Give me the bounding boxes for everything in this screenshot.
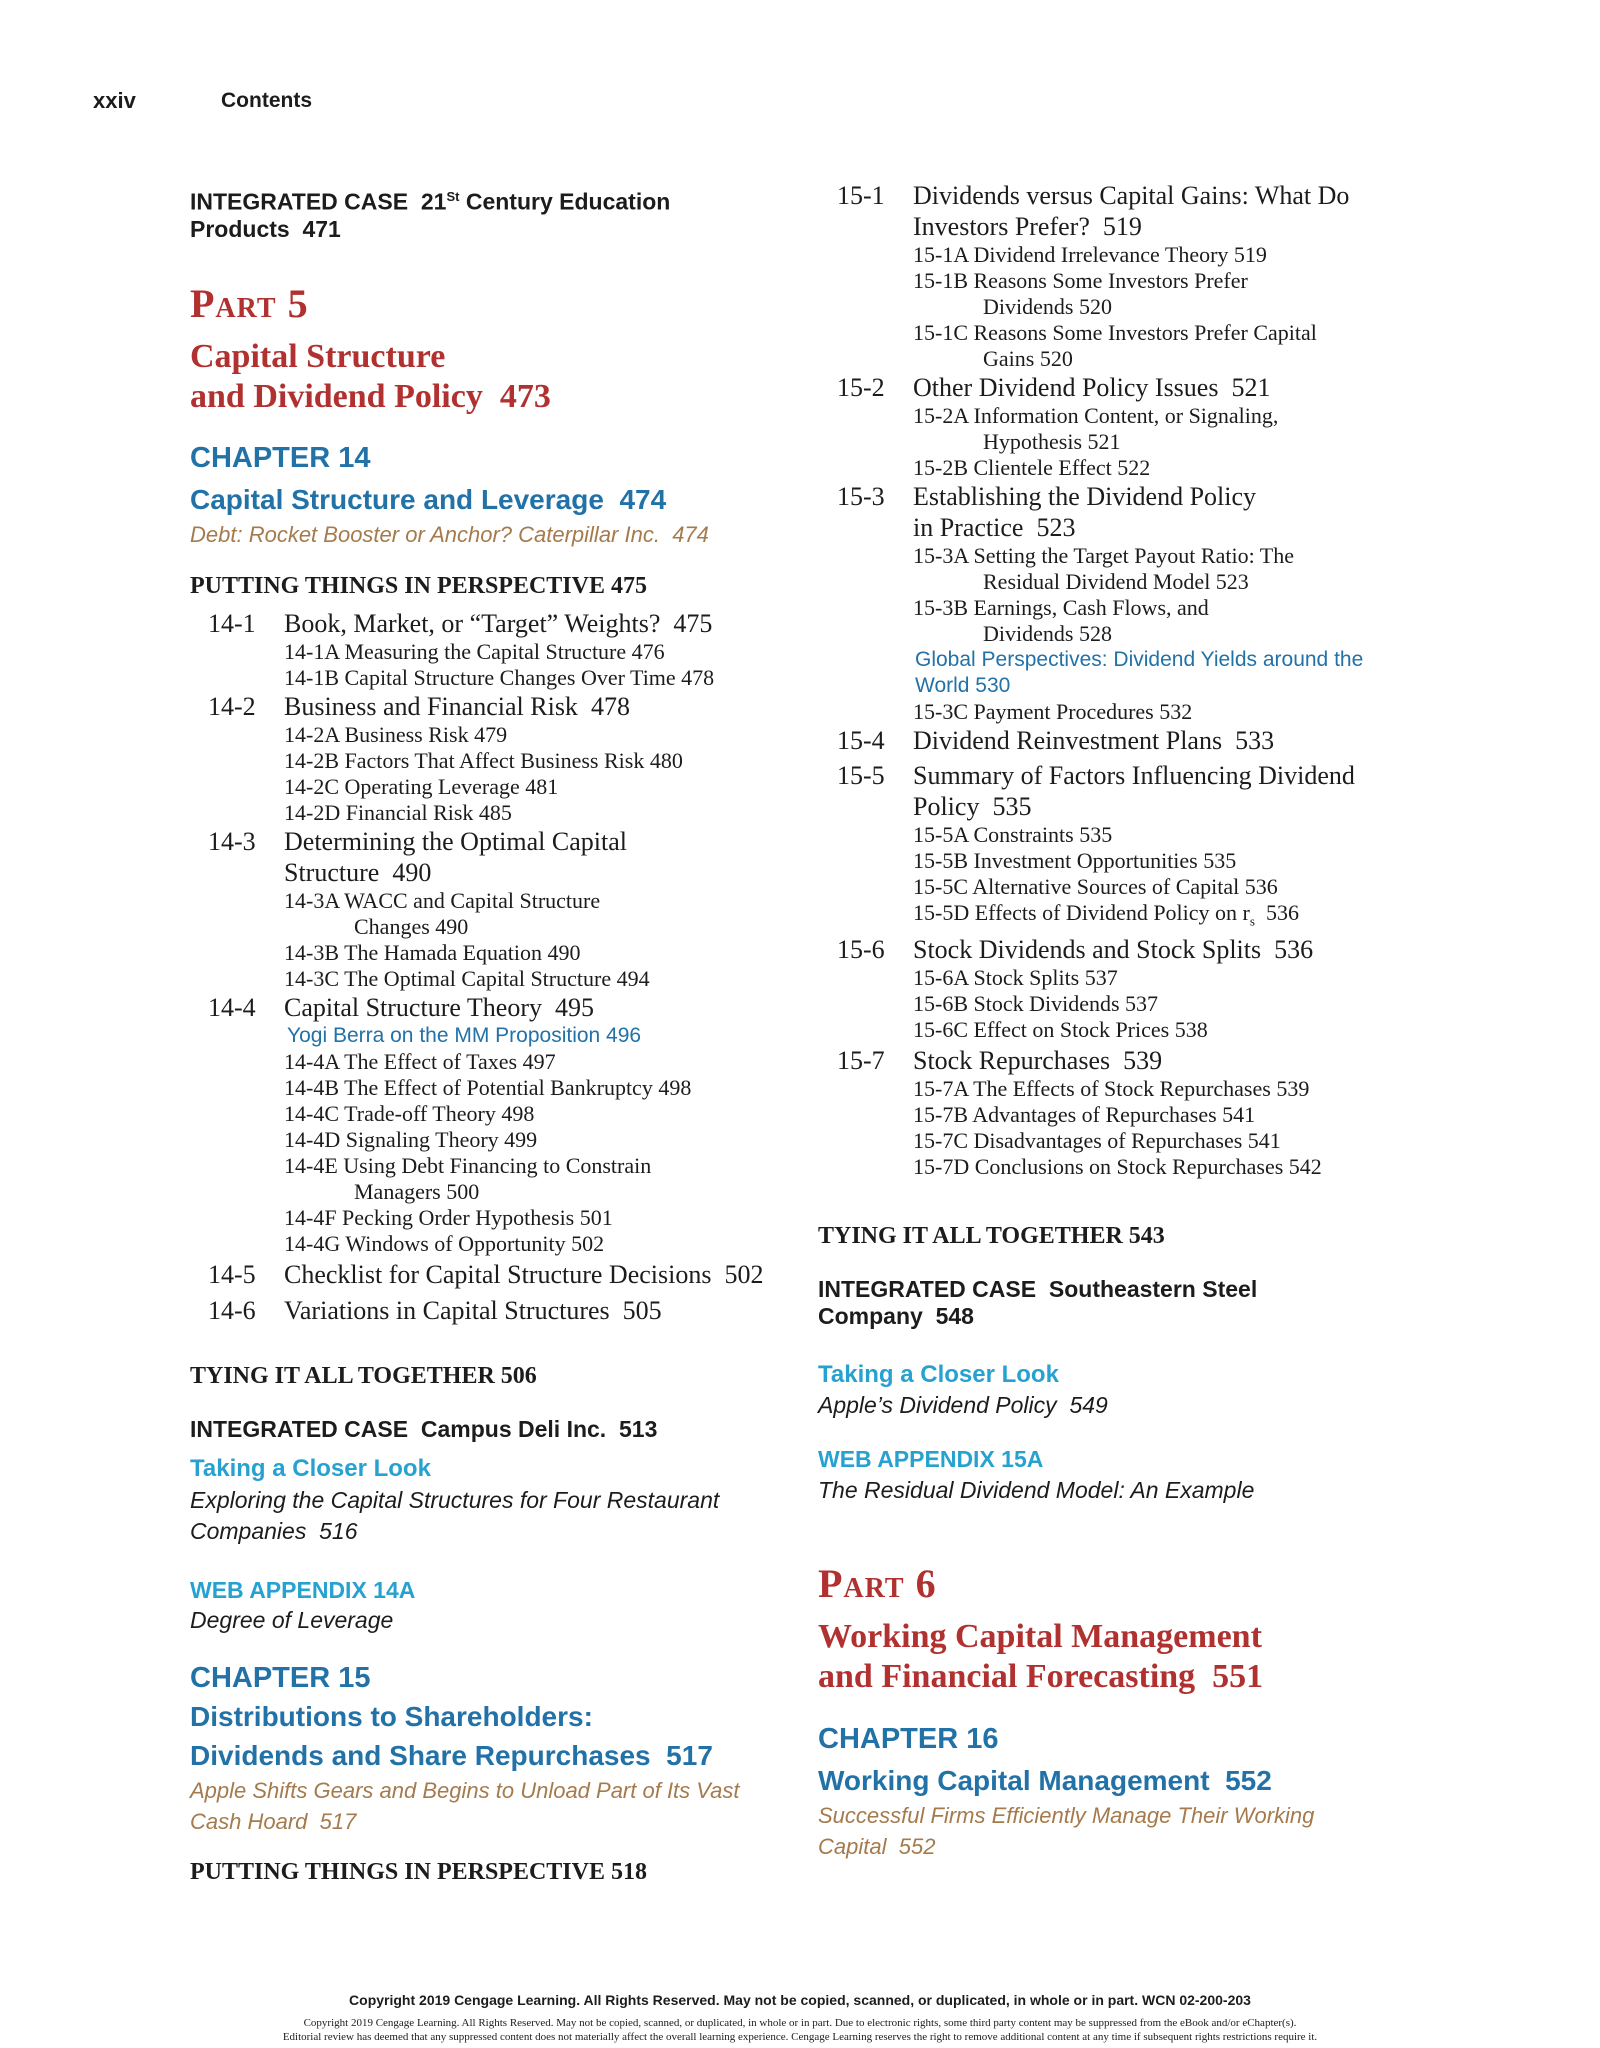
taking-a-closer-look-14-label: Taking a Closer Look	[190, 1455, 431, 1482]
section-14-4[interactable]: 14-4 Capital Structure Theory 495	[208, 993, 595, 1022]
section-15-7b[interactable]: 15-7B Advantages of Repurchases 541	[913, 1102, 1256, 1128]
section-14-3a[interactable]: 14-3A WACC and Capital Structure Changes 490	[284, 888, 601, 939]
web-appendix-14a[interactable]: Degree of Leverage	[190, 1607, 394, 1633]
chapter-15-label: CHAPTER 15	[190, 1662, 371, 1694]
section-15-6[interactable]: 15-6 Stock Dividends and Stock Splits 536	[837, 935, 1314, 965]
part-6-title[interactable]: Working Capital Management and Financial Forecasting 551	[818, 1618, 1264, 1695]
web-appendix-15a-label: WEB APPENDIX 15A	[818, 1446, 1044, 1472]
section-14-2d[interactable]: 14-2D Financial Risk 485	[284, 800, 512, 825]
chapter-15-sections	[837, 180, 1457, 1180]
section-14-4c[interactable]: 14-4C Trade-off Theory 498	[284, 1101, 535, 1126]
section-14-4e[interactable]: 14-4E Using Debt Financing to Constrain Managers 500	[284, 1153, 652, 1204]
putting-things-in-perspective-15[interactable]: PUTTING THINGS IN PERSPECTIVE 518	[190, 1859, 647, 1885]
section-15-2[interactable]: 15-2 Other Dividend Policy Issues 521	[837, 373, 1271, 402]
section-15-7c[interactable]: 15-7C Disadvantages of Repurchases 541	[913, 1128, 1281, 1154]
section-15-7[interactable]: 15-7 Stock Repurchases 539	[837, 1046, 1163, 1076]
tying-it-all-together-14[interactable]: TYING IT ALL TOGETHER 506	[190, 1363, 537, 1389]
taking-a-closer-look-15-label: Taking a Closer Look	[818, 1361, 1059, 1388]
section-14-3c[interactable]: 14-3C The Optimal Capital Structure 494	[284, 966, 650, 991]
part-5-label: Part 5	[190, 281, 309, 326]
global-perspectives-feature[interactable]: Global Perspectives: Dividend Yields around the World 530	[915, 648, 1364, 697]
web-appendix-14a-label: WEB APPENDIX 14A	[190, 1577, 416, 1603]
section-14-4g[interactable]: 14-4G Windows of Opportunity 502	[284, 1231, 605, 1256]
part-6-label: Part 6	[818, 1561, 937, 1606]
running-head: Contents	[221, 89, 312, 112]
page-number: xxiv	[93, 88, 136, 113]
taking-a-closer-look-14[interactable]: Exploring the Capital Structures for Four Restaurant Companies 516	[190, 1487, 720, 1544]
chapter-16-opener[interactable]: Successful Firms Efficiently Manage Their Working Capital 552	[818, 1803, 1315, 1859]
section-15-7a[interactable]: 15-7A The Effects of Stock Repurchases 539	[913, 1076, 1310, 1102]
section-15-5[interactable]: 15-5 Summary of Factors Influencing Dividend Policy 535	[837, 761, 1355, 821]
part-5-title[interactable]: Capital Structure and Dividend Policy 473	[190, 338, 551, 415]
integrated-case-campus-deli[interactable]: INTEGRATED CASE Campus Deli Inc. 513	[190, 1416, 658, 1442]
section-15-2b[interactable]: 15-2B Clientele Effect 522	[913, 455, 1151, 480]
section-15-3a[interactable]: 15-3A Setting the Target Payout Ratio: The Residual Dividend Model 523	[913, 543, 1294, 594]
section-15-1b[interactable]: 15-1B Reasons Some Investors Prefer Dividends 520	[913, 268, 1248, 319]
yogi-berra-feature[interactable]: Yogi Berra on the MM Proposition 496	[287, 1024, 642, 1047]
tying-it-all-together-15[interactable]: TYING IT ALL TOGETHER 543	[818, 1223, 1165, 1249]
integrated-case-education-products[interactable]: INTEGRATED CASE 21St Century Education Products 471	[190, 188, 671, 242]
section-14-3[interactable]: 14-3 Determining the Optimal Capital Structure 490	[208, 827, 627, 887]
chapter-15-title[interactable]: Distributions to Shareholders: Dividends and Share Repurchases 517	[190, 1701, 713, 1771]
section-15-5d[interactable]: 15-5D Effects of Dividend Policy on $r_s$ 536	[913, 900, 1299, 929]
chapter-14-sections	[208, 608, 808, 1326]
section-15-3b[interactable]: 15-3B Earnings, Cash Flows, and Dividends 528	[913, 595, 1209, 646]
copyright-notice	[0, 2016, 1600, 2044]
section-15-3[interactable]: 15-3 Establishing the Dividend Policy in Practice 523	[837, 482, 1257, 542]
section-15-1a[interactable]: 15-1A Dividend Irrelevance Theory 519	[913, 242, 1267, 267]
section-14-2b[interactable]: 14-2B Factors That Affect Business Risk 480	[284, 748, 683, 773]
section-14-2[interactable]: 14-2 Business and Financial Risk 478	[208, 692, 630, 721]
section-15-6a[interactable]: 15-6A Stock Splits 537	[913, 965, 1118, 991]
copyright-notice-line-1: Copyright 2019 Cengage Learning. All Rights Reserved. May not be copied, scanned, or duplicated, in whole or in part. Due to electronic rights, some third party content may be suppressed from the eBook and/or eChapter(s).	[303, 2017, 1297, 2029]
section-14-3b[interactable]: 14-3B The Hamada Equation 490	[284, 940, 581, 965]
section-14-1[interactable]: 14-1 Book, Market, or “Target” Weights? 475	[208, 609, 713, 638]
section-15-7d[interactable]: 15-7D Conclusions on Stock Repurchases 542	[913, 1154, 1322, 1180]
section-14-4d[interactable]: 14-4D Signaling Theory 499	[284, 1127, 538, 1152]
section-15-6c[interactable]: 15-6C Effect on Stock Prices 538	[913, 1017, 1208, 1043]
section-14-2c[interactable]: 14-2C Operating Leverage 481	[284, 774, 559, 799]
section-14-4b[interactable]: 14-4B The Effect of Potential Bankruptcy 498	[284, 1075, 692, 1100]
section-14-2a[interactable]: 14-2A Business Risk 479	[284, 722, 508, 747]
section-14-6[interactable]: 14-6 Variations in Capital Structures 505	[208, 1296, 662, 1325]
chapter-16-title[interactable]: Working Capital Management 552	[818, 1765, 1272, 1796]
copyright-line: Copyright 2019 Cengage Learning. All Rights Reserved. May not be copied, scanned, or duplicated, in whole or in part. WCN 02-200-203	[349, 1992, 1251, 2008]
web-appendix-15a[interactable]: The Residual Dividend Model: An Example	[818, 1477, 1255, 1503]
taking-a-closer-look-15[interactable]: Apple’s Dividend Policy 549	[818, 1392, 1108, 1418]
chapter-14-title[interactable]: Capital Structure and Leverage 474	[190, 484, 667, 515]
section-15-5b[interactable]: 15-5B Investment Opportunities 535	[913, 848, 1237, 873]
chapter-14-label: CHAPTER 14	[190, 442, 371, 474]
chapter-14-opener[interactable]: Debt: Rocket Booster or Anchor? Caterpillar Inc. 474	[190, 522, 709, 547]
section-15-6b[interactable]: 15-6B Stock Dividends 537	[913, 991, 1159, 1017]
section-15-3c[interactable]: 15-3C Payment Procedures 532	[913, 699, 1193, 724]
section-15-5c[interactable]: 15-5C Alternative Sources of Capital 536	[913, 874, 1278, 899]
chapter-16-label: CHAPTER 16	[818, 1723, 999, 1755]
section-15-2a[interactable]: 15-2A Information Content, or Signaling, Hypothesis 521	[913, 403, 1279, 454]
section-15-1c[interactable]: 15-1C Reasons Some Investors Prefer Capital Gains 520	[913, 320, 1317, 371]
section-15-4[interactable]: 15-4 Dividend Reinvestment Plans 533	[837, 726, 1275, 755]
section-14-4f[interactable]: 14-4F Pecking Order Hypothesis 501	[284, 1205, 613, 1230]
copyright-notice-line-2: Editorial review has deemed that any suppressed content does not materially affect the overall learning experience. Cengage Learning reserves the right to remove additional content at any time if subsequent rights restrictions require it.	[282, 2031, 1318, 2043]
chapter-15-opener[interactable]: Apple Shifts Gears and Begins to Unload Part of Its Vast Cash Hoard 517	[190, 1778, 740, 1834]
section-14-4a[interactable]: 14-4A The Effect of Taxes 497	[284, 1049, 556, 1074]
section-14-1b[interactable]: 14-1B Capital Structure Changes Over Time 478	[284, 665, 715, 690]
integrated-case-southeastern-steel[interactable]: INTEGRATED CASE Southeastern Steel Company 548	[818, 1276, 1258, 1329]
section-15-5a[interactable]: 15-5A Constraints 535	[913, 822, 1113, 847]
section-14-5[interactable]: 14-5 Checklist for Capital Structure Decisions 502	[208, 1260, 764, 1289]
section-14-1a[interactable]: 14-1A Measuring the Capital Structure 476	[284, 639, 665, 664]
section-15-1[interactable]: 15-1 Dividends versus Capital Gains: What Do Investors Prefer? 519	[837, 181, 1350, 241]
putting-things-in-perspective-14[interactable]: PUTTING THINGS IN PERSPECTIVE 475	[190, 573, 647, 599]
